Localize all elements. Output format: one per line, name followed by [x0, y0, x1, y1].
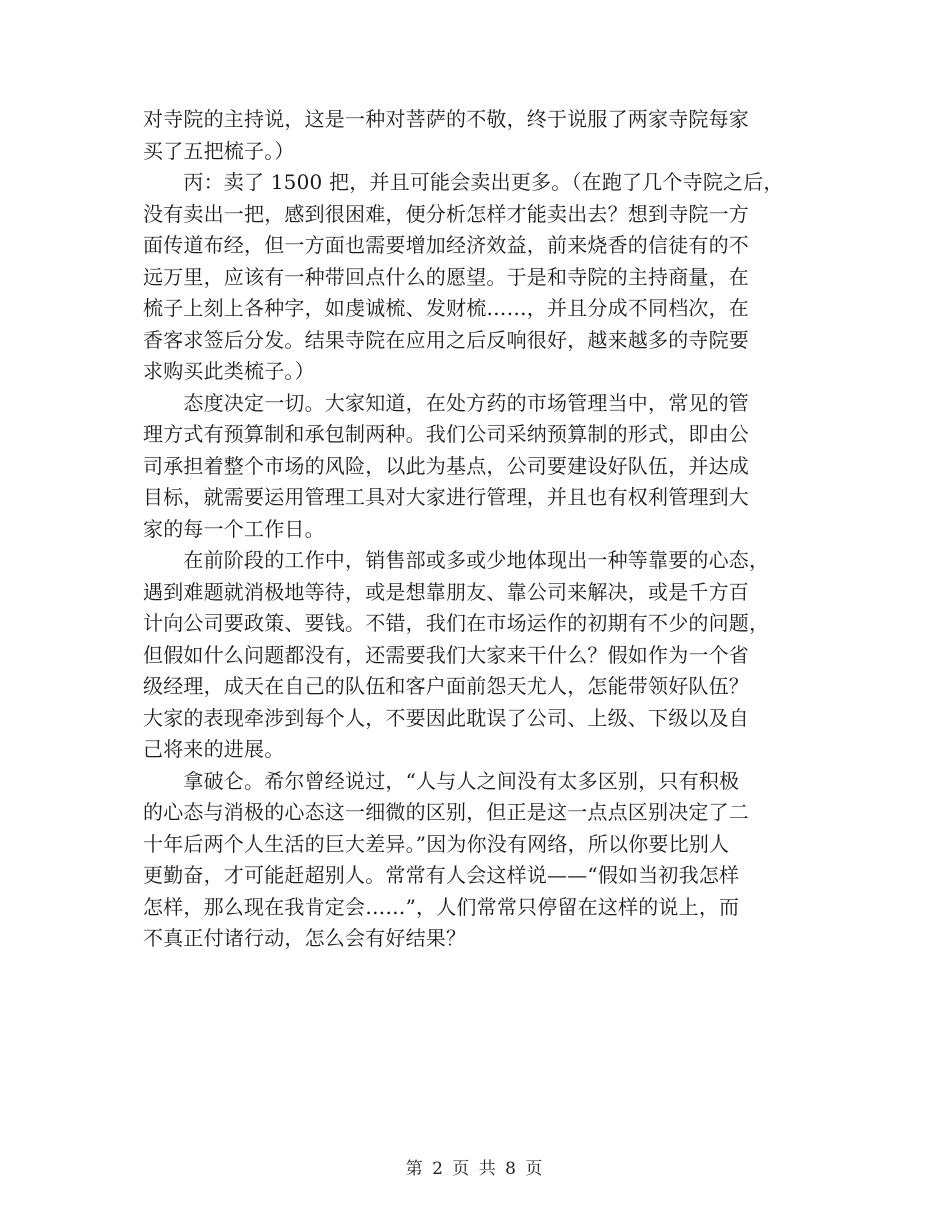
- text-line: 拿破仑。希尔曾经说过，“人与人之间没有太多区别，只有积极: [143, 768, 740, 793]
- text-line: 目标，就需要运用管理工具对大家进行管理，并且也有权利管理到大: [143, 485, 749, 509]
- paragraph: [143, 545, 823, 766]
- text-line: 香客求签后分发。结果寺院在应用之后反响很好，越来越多的寺院要: [143, 327, 749, 352]
- text-line: 梳子上刻上各种字，如虔诚梳、发财梳……，并且分成不同档次，在: [143, 296, 749, 320]
- text-line: 司承担着整个市场的风险，以此为基点，公司要建设好队伍，并达成: [143, 453, 749, 478]
- text-line: 在前阶段的工作中，销售部或多或少地体现出一种等靠要的心态，: [143, 548, 770, 572]
- text-line: 丙：卖了 1500 把，并且可能会卖出更多。（在跑了几个寺院之后，: [143, 170, 784, 194]
- text-line: 遇到难题就消极地等待，或是想靠朋友、靠公司来解决，或是千方百: [143, 579, 749, 604]
- page-number-footer: 第 2 页 共 8 页: [405, 1159, 545, 1179]
- text-line: 对寺院的主持说，这是一种对菩萨的不敬，终于说服了两家寺院每家: [143, 107, 749, 131]
- text-line: 理方式有预算制和承包制两种。我们公司采纳预算制的形式，即由公: [143, 422, 749, 446]
- text-line: 但假如什么问题都没有，还需要我们大家来干什么？假如作为一个省: [143, 642, 749, 667]
- text-line: 买了五把梳子。）: [143, 138, 295, 163]
- text-line: 己将来的进展。: [143, 737, 285, 761]
- body-text: [143, 104, 823, 955]
- text-line: 态度决定一切。大家知道，在处方药的市场管理当中，常见的管: [143, 390, 749, 415]
- text-line: 大家的表现牵涉到每个人，不要因此耽误了公司、上级、下级以及自: [143, 705, 749, 730]
- paragraph: [143, 766, 823, 955]
- text-line: 的心态与消极的心态这一细微的区别，但正是这一点点区别决定了二: [143, 800, 749, 824]
- text-line: 级经理，成天在自己的队伍和客户面前怨天尤人，怎能带领好队伍？: [143, 674, 749, 698]
- text-line: 更勤奋，才可能赶超别人。常常有人会这样说——“假如当初我怎样: [143, 863, 740, 887]
- text-line: 计向公司要政策、要钱。不错，我们在市场运作的初期有不少的问题，: [143, 611, 770, 635]
- text-line: 不真正付诸行动，怎么会有好结果？: [143, 926, 467, 950]
- text-line: 家的每一个工作日。: [143, 516, 325, 541]
- text-line: 求购买此类梳子。）: [143, 359, 315, 383]
- text-line: 没有卖出一把，感到很困难，便分析怎样才能卖出去？想到寺院一方: [143, 201, 749, 226]
- text-line: 怎样，那么现在我肯定会……”，人们常常只停留在这样的说上，而: [143, 894, 740, 919]
- paragraph: [143, 388, 823, 546]
- paragraph: [143, 104, 823, 167]
- paragraph: [143, 167, 823, 388]
- text-line: 面传道布经，但一方面也需要增加经济效益，前来烧香的信徒有的不: [143, 233, 749, 257]
- text-line: 远万里，应该有一种带回点什么的愿望。于是和寺院的主持商量，在: [143, 264, 749, 289]
- text-line: 十年后两个人生活的巨大差异。”因为你没有网络，所以你要比别人: [143, 831, 730, 856]
